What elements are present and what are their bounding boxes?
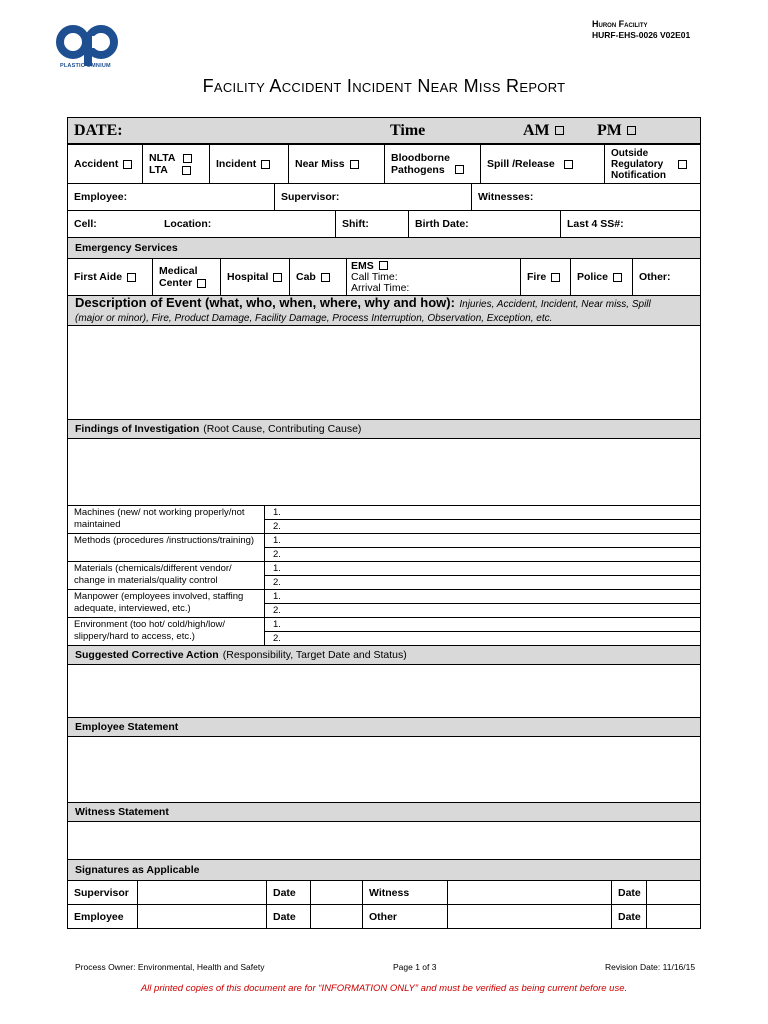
ems-option[interactable]: EMS Call Time: Arrival Time: [346, 259, 520, 295]
last4-ssn-field[interactable]: Last 4 SS#: [560, 211, 700, 237]
page-title: Facility Accident Incident Near Miss Report [202, 76, 566, 96]
time-field[interactable]: Time [390, 121, 426, 139]
category-line-1[interactable]: 1. [273, 591, 281, 602]
other-field[interactable]: Other: [632, 259, 700, 295]
category-line-1[interactable]: 1. [273, 507, 281, 518]
category-label: Environment (too hot/ cold/high/low/ slippery/hard to access, etc.) [68, 618, 265, 645]
call-time-label: Call Time: [351, 270, 398, 283]
category-line-2[interactable]: 2. [265, 547, 700, 561]
report-form [67, 117, 701, 929]
first-aid-checkbox[interactable] [127, 273, 136, 282]
description-textarea[interactable] [68, 325, 700, 419]
shift-field[interactable]: Shift: [335, 211, 408, 237]
category-row [68, 533, 700, 561]
category-label: Machines (new/ not working properly/not maintained [68, 506, 265, 533]
am-checkbox[interactable] [555, 126, 564, 135]
other-date-label: Date [611, 905, 646, 928]
description-heading: Description of Event (what, who, when, where, why and how): Injuries, Accident, Incident, Near miss, Spill (major or minor), Fire, Product Damage, Facility Damage, Process Interruption, Observation, Exception, etc. [68, 295, 700, 325]
employee-statement-textarea[interactable] [68, 736, 700, 802]
category-label: Materials (chemicals/different vendor/ change in materials/quality control [68, 562, 265, 589]
witness-statement-heading: Witness Statement [68, 802, 700, 821]
witness-statement-textarea[interactable] [68, 821, 700, 859]
corrective-action-heading: Suggested Corrective Action (Responsibility, Target Date and Status) [68, 645, 700, 664]
facility-name: Huron Facility [592, 19, 648, 29]
date-field[interactable]: DATE: [74, 121, 123, 139]
event-type-row [68, 145, 700, 183]
bloodborne-option[interactable]: Bloodborne Pathogens [384, 145, 480, 183]
cell-field[interactable]: Cell: [74, 218, 97, 230]
revision-date: Revision Date: 11/16/15 [605, 962, 696, 972]
category-label: Manpower (employees involved, staffing adequate, interviewed, etc.) [68, 590, 265, 617]
cab-checkbox[interactable] [321, 273, 330, 282]
location-row [68, 210, 700, 237]
document-code-block [592, 19, 690, 41]
signature-row-2 [68, 904, 700, 928]
location-field[interactable]: Location: [164, 218, 212, 230]
accident-checkbox[interactable] [123, 160, 132, 169]
supervisor-date-field[interactable] [310, 881, 362, 904]
category-line-2[interactable]: 2. [265, 631, 700, 645]
category-line-1[interactable]: 1. [273, 563, 281, 574]
medical-center-checkbox[interactable] [197, 279, 206, 288]
witness-signature-label: Witness [362, 881, 447, 904]
medical-center-option[interactable]: Medical Center [152, 259, 220, 295]
people-row [68, 183, 700, 210]
bloodborne-checkbox[interactable] [455, 165, 464, 174]
category-line-2[interactable]: 2. [265, 519, 700, 533]
category-row [68, 617, 700, 645]
outside-regulatory-option[interactable]: Outside Regulatory Notification [604, 145, 700, 183]
hospital-option[interactable]: Hospital [220, 259, 289, 295]
category-row [68, 505, 700, 533]
emergency-services-heading: Emergency Services [68, 237, 700, 258]
near-miss-checkbox[interactable] [350, 160, 359, 169]
arrival-time-label: Arrival Time: [351, 281, 410, 294]
hospital-checkbox[interactable] [273, 273, 282, 282]
category-line-1[interactable]: 1. [273, 535, 281, 546]
pm-checkbox[interactable] [627, 126, 636, 135]
police-option[interactable]: Police [570, 259, 632, 295]
spill-release-option[interactable]: Spill /Release [480, 145, 604, 183]
ems-checkbox[interactable] [379, 261, 388, 270]
signature-row-1 [68, 880, 700, 904]
root-cause-categories [68, 505, 700, 645]
witness-signature-field[interactable] [447, 881, 611, 904]
witness-date-label: Date [611, 881, 646, 904]
category-row [68, 561, 700, 589]
supervisor-signature-field[interactable] [137, 881, 266, 904]
spill-checkbox[interactable] [564, 160, 573, 169]
accident-option[interactable]: Accident [68, 145, 142, 183]
am-option[interactable]: AM [517, 118, 591, 143]
process-owner: Process Owner: Environmental, Health and Safety [75, 962, 265, 972]
cab-option[interactable]: Cab [289, 259, 346, 295]
emergency-row [68, 258, 700, 295]
nlta-lta-option[interactable]: NLTA LTA [142, 145, 209, 183]
signatures-heading: Signatures as Applicable [68, 859, 700, 880]
other-signature-field[interactable] [447, 905, 611, 928]
other-date-field[interactable] [646, 905, 700, 928]
incident-option[interactable]: Incident [209, 145, 288, 183]
birth-date-field[interactable]: Birth Date: [408, 211, 560, 237]
nlta-checkbox[interactable] [183, 154, 192, 163]
witness-date-field[interactable] [646, 881, 700, 904]
employee-signature-label: Employee [74, 910, 124, 923]
employee-date-field[interactable] [310, 905, 362, 928]
category-row [68, 589, 700, 617]
findings-textarea[interactable] [68, 438, 700, 505]
supervisor-date-label: Date [266, 881, 310, 904]
incident-checkbox[interactable] [261, 160, 270, 169]
first-aid-option[interactable]: First Aide [68, 259, 152, 295]
category-line-2[interactable]: 2. [265, 603, 700, 617]
pm-option[interactable]: PM [591, 118, 700, 143]
employee-field[interactable]: Employee: [74, 191, 128, 203]
employee-signature-field[interactable] [137, 905, 266, 928]
category-line-1[interactable]: 1. [273, 619, 281, 630]
near-miss-option[interactable]: Near Miss [288, 145, 384, 183]
lta-checkbox[interactable] [182, 166, 191, 175]
other-signature-label: Other [362, 905, 447, 928]
date-time-row [68, 118, 700, 145]
police-checkbox[interactable] [613, 273, 622, 282]
information-only-notice: All printed copies of this document are for “INFORMATION ONLY” and must be verified as being current before use. [140, 983, 628, 994]
category-line-2[interactable]: 2. [265, 575, 700, 589]
witnesses-field[interactable]: Witnesses: [471, 184, 700, 210]
findings-heading: Findings of Investigation (Root Cause, Contributing Cause) [68, 419, 700, 438]
employee-statement-heading: Employee Statement [68, 717, 700, 736]
category-label: Methods (procedures /instructions/training) [68, 534, 265, 561]
corrective-action-textarea[interactable] [68, 664, 700, 717]
fire-checkbox[interactable] [551, 273, 560, 282]
fire-option[interactable]: Fire [520, 259, 570, 295]
document-code: HURF-EHS-0026 V02E01 [592, 30, 691, 40]
employee-date-label: Date [266, 905, 310, 928]
supervisor-signature-label: Supervisor [74, 886, 129, 899]
logo-text: PLASTIC OMNIUM [60, 63, 111, 69]
page-number: Page 1 of 3 [393, 962, 437, 972]
supervisor-field[interactable]: Supervisor: [274, 184, 471, 210]
outside-regulatory-checkbox[interactable] [678, 160, 687, 169]
